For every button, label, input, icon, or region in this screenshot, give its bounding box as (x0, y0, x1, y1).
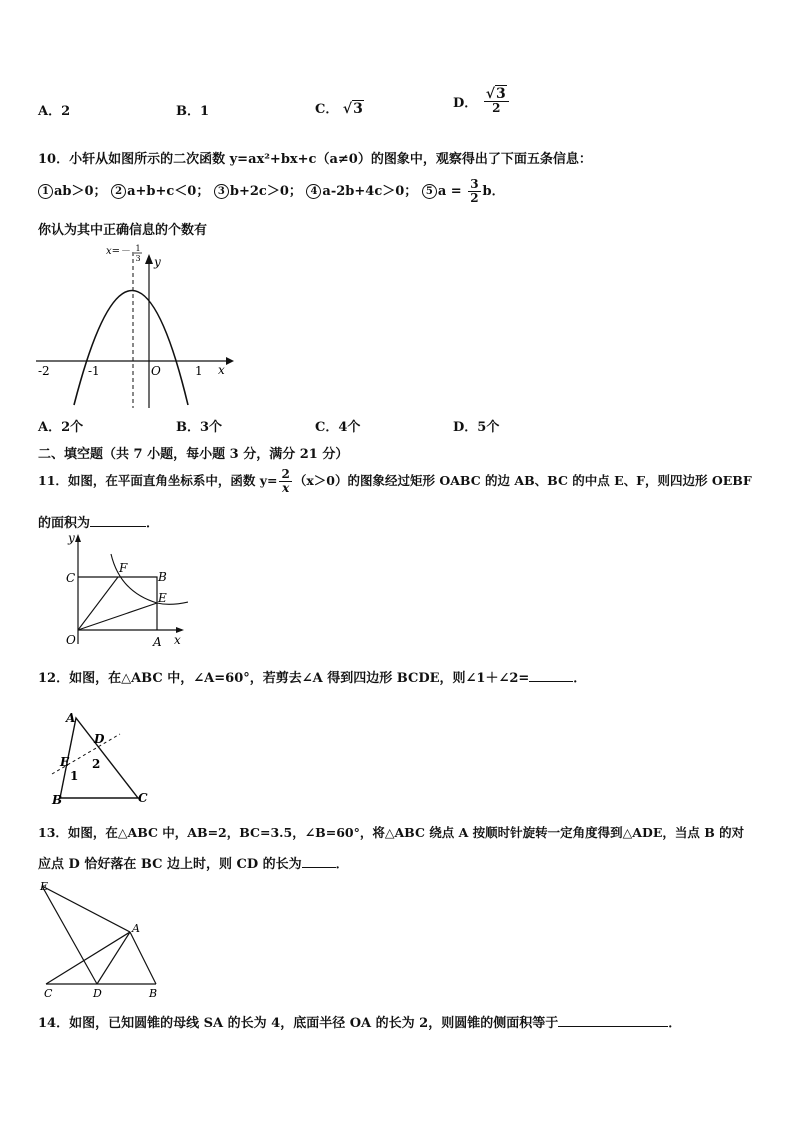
svg-text:E: E (158, 591, 167, 605)
q10-option-a: A．2个 (38, 420, 84, 435)
svg-text:E: E (60, 755, 70, 769)
svg-text:1: 1 (70, 769, 79, 783)
svg-text:B: B (149, 987, 158, 1000)
svg-text:F: F (119, 561, 128, 575)
svg-text:1: 1 (195, 364, 203, 378)
svg-text:x=－: x=－ (106, 246, 131, 257)
svg-text:-2: -2 (38, 364, 50, 378)
q10-parabola-graph (30, 240, 240, 412)
q13-stem-line2: 应点 D 恰好落在 BC 边上时，则 CD 的长为 ． (38, 857, 349, 872)
svg-text:A: A (66, 711, 76, 725)
sqrt-three-over-two: $\frac{√3}{2}$ (484, 88, 509, 115)
section-title: 二、填空题（共 7 小题，每小题 3 分，满分 21 分） (38, 447, 349, 462)
svg-text:A: A (132, 922, 140, 935)
svg-text:D: D (94, 732, 105, 746)
q9-option-d: D． $\frac{√3}{2}$ (453, 88, 511, 115)
svg-text:B: B (52, 793, 63, 807)
svg-text:A: A (153, 635, 162, 649)
q12-stem: 12．如图，在△ABC 中，∠A=60°，若剪去∠A 得到四边形 BCDE，则∠1＋∠2= ． (38, 671, 587, 686)
svg-text:1: 1 (135, 244, 141, 253)
q10-info-line: 1 ab＞0； 2 a+b+c＜0； 3 b+2c＞0； 4 a-2b+4c＞0； 5 a = $\frac{3}{2}$ b． (38, 178, 505, 205)
q11-stem-line1: 11．如图，在平面直角坐标系中，函数 y= $\frac{2}{x}$ （x＞0）的图象经过矩形 OABC 的边 AB、BC 的中点 E、F，则四边形 OEBF (38, 467, 752, 495)
q12-answer-blank[interactable] (529, 681, 573, 682)
svg-text:C: C (138, 791, 148, 805)
q13-answer-blank[interactable] (302, 867, 336, 868)
svg-text:y: y (154, 255, 161, 269)
svg-text:O: O (66, 633, 76, 647)
sqrt-three: √3 (342, 101, 363, 117)
svg-text:x: x (174, 633, 181, 647)
svg-text:B: B (158, 570, 167, 584)
q10-option-c: C．4个 (315, 420, 361, 435)
q13-rotation-figure (36, 876, 166, 1000)
q10-stem: 10．小轩从如图所示的二次函数 y=ax²+bx+c（a≠0）的图象中，观察得出了下面五条信息： (38, 152, 592, 167)
q10-option-b: B．3个 (176, 420, 223, 435)
q9-option-c: C． √3 (315, 101, 363, 117)
q14-stem: 14．如图，已知圆锥的母线 SA 的长为 4，底面半径 OA 的长为 2，则圆锥的侧面积等于 ． (38, 1016, 682, 1031)
svg-text:x: x (218, 363, 225, 377)
q10-question: 你认为其中正确信息的个数有 (38, 223, 208, 238)
svg-text:3: 3 (135, 254, 141, 263)
q10-option-d: D．5个 (453, 420, 500, 435)
q13-stem-line1: 13．如图，在△ABC 中，AB=2，BC=3.5，∠B=60°，将△ABC 绕点 A 按顺时针旋转一定角度得到△ADE，当点 B 的对 (38, 825, 745, 840)
svg-text:C: C (66, 571, 76, 585)
svg-text:-1: -1 (88, 364, 100, 378)
q14-answer-blank[interactable] (558, 1026, 668, 1027)
svg-text:D: D (93, 987, 102, 1000)
svg-text:y: y (68, 532, 75, 545)
q9-option-a: A．2 (38, 104, 71, 119)
svg-text:E: E (40, 880, 49, 893)
q11-stem-line2: 的面积为 ． (38, 516, 160, 531)
q11-rectangle-graph (58, 532, 188, 650)
svg-text:2: 2 (92, 757, 101, 771)
q9-option-b: B．1 (176, 104, 210, 119)
q11-answer-blank[interactable] (90, 526, 146, 527)
q12-triangle-figure (46, 708, 156, 808)
svg-text:C: C (44, 987, 53, 1000)
svg-text:O: O (151, 364, 161, 378)
